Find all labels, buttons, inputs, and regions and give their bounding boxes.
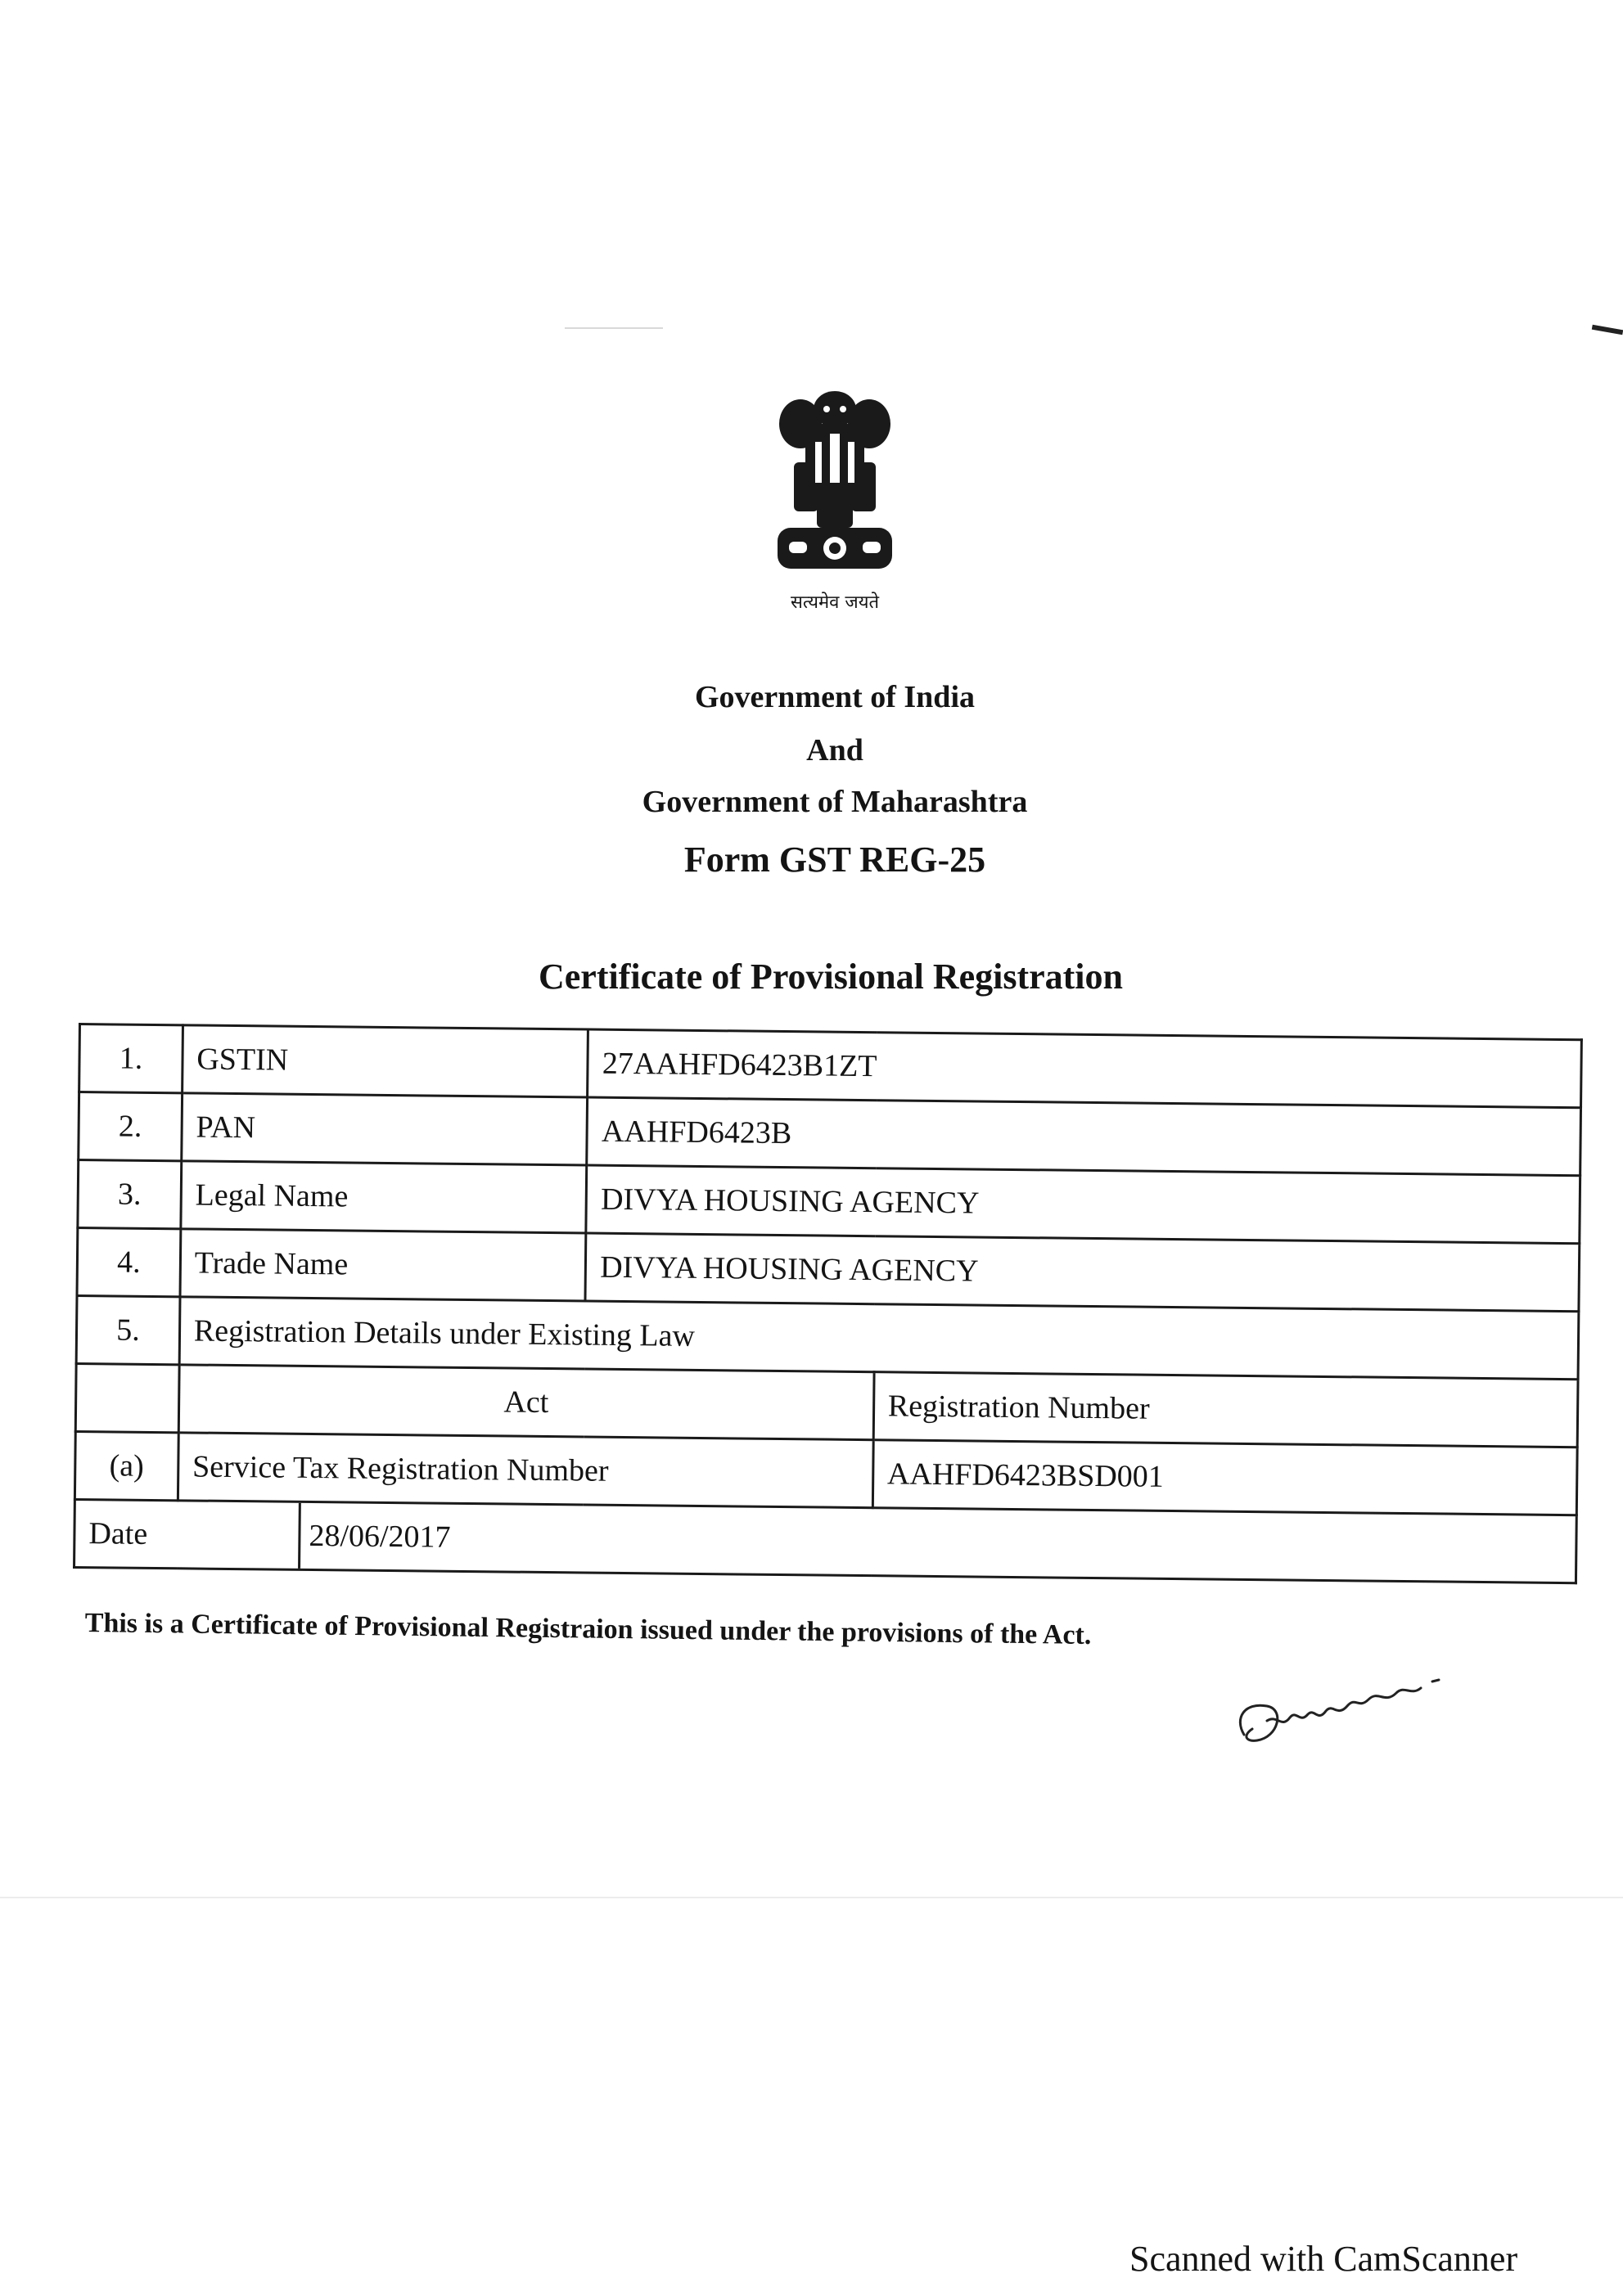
trade-name-value: DIVYA HOUSING AGENCY: [585, 1233, 1579, 1312]
row-number: 2.: [79, 1092, 183, 1161]
scanner-watermark: Scanned with CamScanner: [1129, 2239, 1518, 2279]
row-number: 1.: [79, 1024, 183, 1093]
field-label: PAN: [182, 1093, 588, 1165]
field-label: Trade Name: [180, 1229, 586, 1301]
emblem-motto: सत्यमेव जयते: [790, 592, 880, 613]
legal-name-value: DIVYA HOUSING AGENCY: [586, 1165, 1580, 1244]
gstin-value: 27AAHFD6423B1ZT: [588, 1029, 1581, 1108]
registration-number-column-header: Registration Number: [873, 1372, 1578, 1447]
form-title: Form GST REG-25: [683, 840, 986, 880]
empty-cell: [75, 1363, 179, 1432]
row-number: (a): [74, 1431, 178, 1500]
certificate-title: Certificate of Provisional Registration: [538, 957, 1123, 997]
row-number: 3.: [78, 1160, 182, 1229]
and-heading: And: [806, 733, 863, 768]
date-value: 28/06/2017: [309, 1518, 451, 1555]
scan-artifact-line: [565, 327, 663, 329]
scan-corner-mark: [1592, 325, 1623, 335]
section-heading: Registration Details under Existing Law: [179, 1297, 1579, 1380]
government-of-india-heading: Government of India: [695, 680, 975, 714]
date-label: Date: [75, 1501, 301, 1569]
certificate-note: This is a Certificate of Provisional Registraion issued under the provisions of the Act.: [84, 1608, 1092, 1651]
registration-table: [73, 1023, 1583, 1584]
scan-artifact-line: [0, 1897, 1623, 1898]
pan-value: AAHFD6423B: [587, 1097, 1580, 1176]
row-number: 4.: [77, 1228, 181, 1297]
act-value: Service Tax Registration Number: [178, 1433, 873, 1508]
field-label: Legal Name: [181, 1161, 587, 1233]
ashoka-emblem-icon: [769, 385, 900, 581]
government-of-maharashtra-heading: Government of Maharashtra: [642, 785, 1028, 819]
field-label: GSTIN: [182, 1025, 588, 1097]
registration-number-value: AAHFD6423BSD001: [872, 1440, 1577, 1515]
signature: [1228, 1657, 1506, 1763]
row-number: 5.: [76, 1295, 180, 1364]
act-column-header: Act: [178, 1365, 874, 1440]
